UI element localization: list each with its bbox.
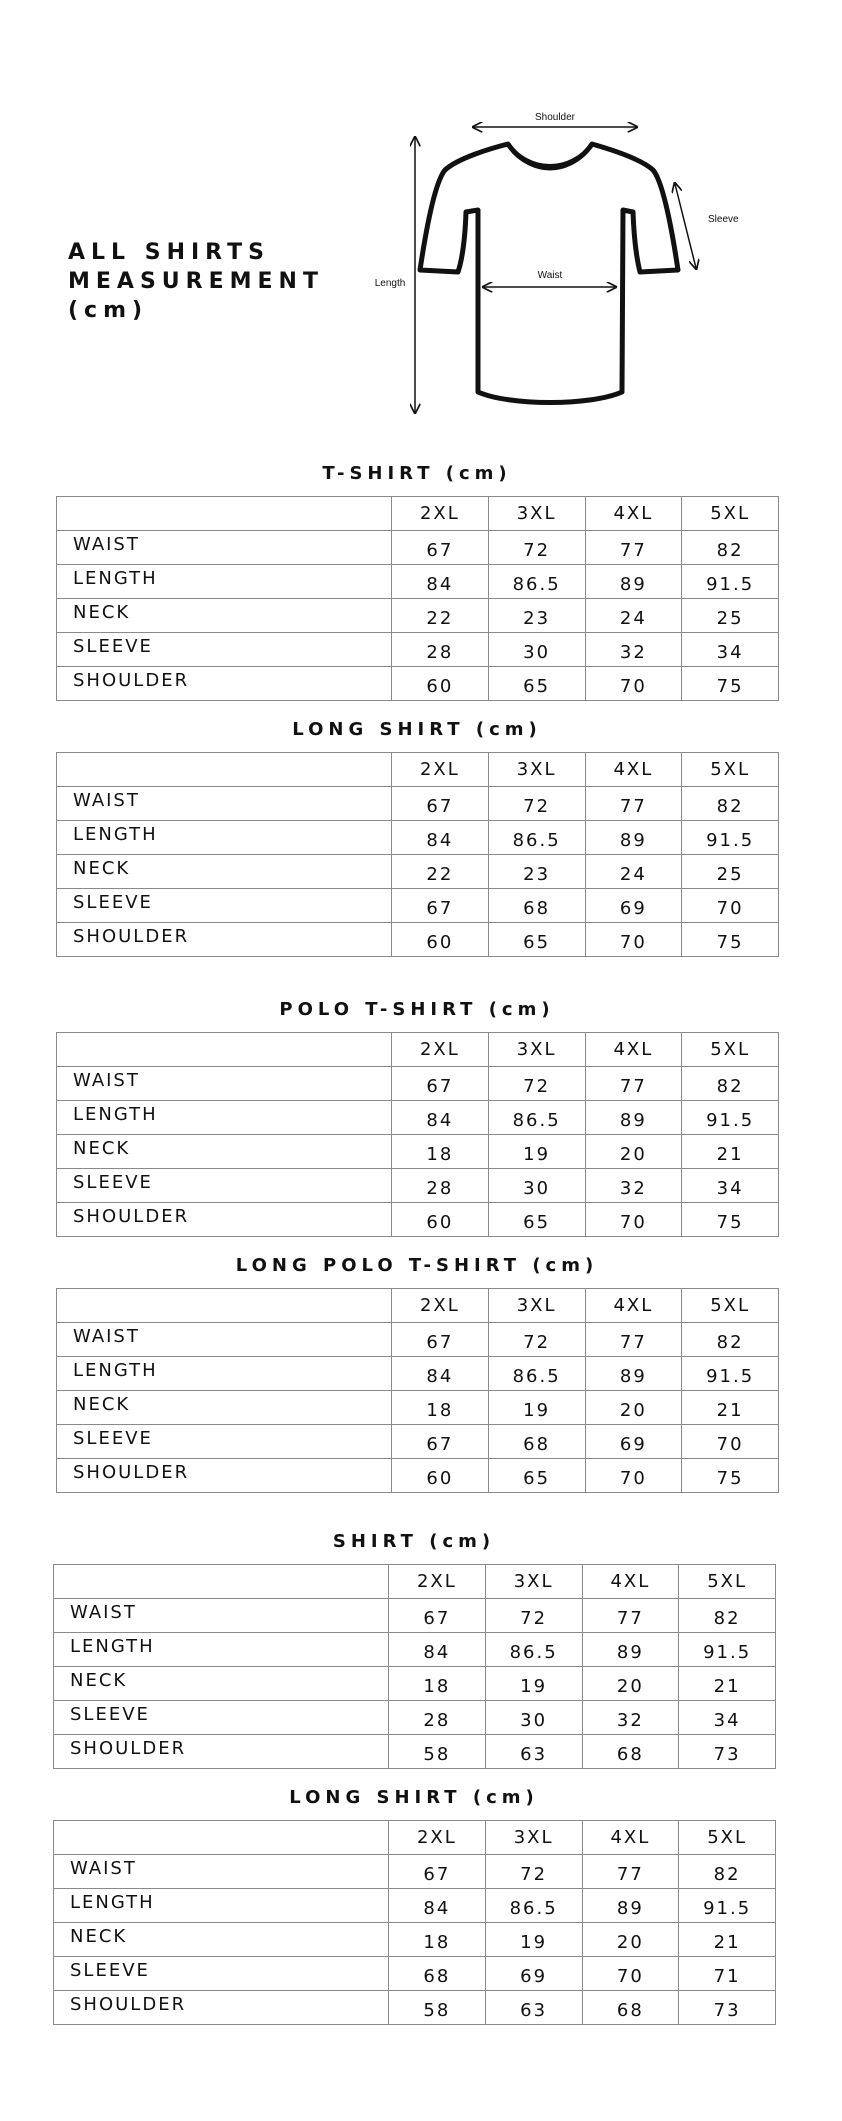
table-row xyxy=(57,1169,779,1203)
value-cell: 72 xyxy=(488,531,585,565)
row-label-cell: SHOULDER xyxy=(57,1203,392,1237)
size-table xyxy=(53,1820,776,2025)
value-cell: 70 xyxy=(682,1425,779,1459)
value-cell: 20 xyxy=(582,1667,679,1701)
header-blank-cell xyxy=(57,753,392,787)
size-table xyxy=(56,752,779,957)
table-header-row xyxy=(54,1821,776,1855)
size-header-cell: 4XL xyxy=(582,1565,679,1599)
value-cell: 89 xyxy=(585,1357,682,1391)
value-cell: 77 xyxy=(582,1599,679,1633)
table-header-row xyxy=(54,1565,776,1599)
value-cell: 70 xyxy=(585,923,682,957)
header-blank-cell xyxy=(54,1565,389,1599)
row-label-cell: NECK xyxy=(57,855,392,889)
value-cell: 67 xyxy=(392,1323,489,1357)
value-cell: 75 xyxy=(682,1459,779,1493)
row-label-cell: WAIST xyxy=(54,1599,389,1633)
row-label-cell: SHOULDER xyxy=(57,667,392,701)
row-label-cell: NECK xyxy=(54,1923,389,1957)
size-header-cell: 4XL xyxy=(585,1289,682,1323)
row-label-cell: NECK xyxy=(57,1391,392,1425)
row-label-cell: SLEEVE xyxy=(57,1425,392,1459)
row-label-cell: SHOULDER xyxy=(54,1991,389,2025)
table-row xyxy=(57,889,779,923)
size-header-cell: 3XL xyxy=(488,1033,585,1067)
page-title-line-3: (cm) xyxy=(68,298,149,323)
value-cell: 20 xyxy=(582,1923,679,1957)
value-cell: 69 xyxy=(485,1957,582,1991)
table-row xyxy=(57,923,779,957)
value-cell: 19 xyxy=(485,1667,582,1701)
row-label-cell: WAIST xyxy=(57,1323,392,1357)
value-cell: 89 xyxy=(582,1889,679,1923)
value-cell: 60 xyxy=(392,667,489,701)
row-label-cell: LENGTH xyxy=(57,821,392,855)
row-label-cell: SLEEVE xyxy=(54,1701,389,1735)
tshirt-section xyxy=(56,462,778,701)
table-header-row xyxy=(57,753,779,787)
value-cell: 65 xyxy=(488,923,585,957)
value-cell: 18 xyxy=(389,1667,486,1701)
table-row xyxy=(54,1991,776,2025)
table-row xyxy=(57,1425,779,1459)
table-row xyxy=(54,1889,776,1923)
size-header-cell: 3XL xyxy=(488,497,585,531)
row-label-cell: WAIST xyxy=(57,787,392,821)
value-cell: 72 xyxy=(485,1599,582,1633)
value-cell: 82 xyxy=(679,1599,776,1633)
value-cell: 19 xyxy=(488,1391,585,1425)
value-cell: 86.5 xyxy=(485,1889,582,1923)
value-cell: 28 xyxy=(392,633,489,667)
size-header-cell: 2XL xyxy=(392,1033,489,1067)
size-table xyxy=(56,1288,779,1493)
value-cell: 58 xyxy=(389,1991,486,2025)
section-title: LONG SHIRT (cm) xyxy=(289,1787,539,1808)
row-label-cell: SHOULDER xyxy=(57,1459,392,1493)
table-header-row xyxy=(57,1289,779,1323)
table-row xyxy=(54,1923,776,1957)
value-cell: 32 xyxy=(582,1701,679,1735)
table-row xyxy=(54,1633,776,1667)
row-label-cell: NECK xyxy=(54,1667,389,1701)
value-cell: 68 xyxy=(389,1957,486,1991)
value-cell: 86.5 xyxy=(488,1101,585,1135)
header-blank-cell xyxy=(57,1289,392,1323)
value-cell: 21 xyxy=(679,1667,776,1701)
table-row xyxy=(57,1101,779,1135)
header-blank-cell xyxy=(54,1821,389,1855)
size-header-cell: 5XL xyxy=(682,497,779,531)
value-cell: 91.5 xyxy=(682,1101,779,1135)
value-cell: 65 xyxy=(488,1459,585,1493)
section-title: SHIRT (cm) xyxy=(332,1531,496,1552)
size-table xyxy=(56,496,779,701)
table-header-row xyxy=(57,497,779,531)
value-cell: 67 xyxy=(392,889,489,923)
value-cell: 84 xyxy=(392,1101,489,1135)
tshirt-measurement-diagram xyxy=(360,100,740,430)
value-cell: 84 xyxy=(389,1889,486,1923)
size-header-cell: 2XL xyxy=(389,1565,486,1599)
value-cell: 30 xyxy=(488,633,585,667)
value-cell: 18 xyxy=(392,1391,489,1425)
value-cell: 30 xyxy=(488,1169,585,1203)
size-header-cell: 3XL xyxy=(488,753,585,787)
value-cell: 69 xyxy=(585,1425,682,1459)
long-polo-tshirt-section xyxy=(56,1254,778,1493)
value-cell: 77 xyxy=(585,787,682,821)
table-row xyxy=(57,787,779,821)
table-row xyxy=(54,1957,776,1991)
value-cell: 75 xyxy=(682,923,779,957)
value-cell: 65 xyxy=(488,1203,585,1237)
header-blank-cell xyxy=(57,1033,392,1067)
page-title xyxy=(68,238,368,325)
value-cell: 30 xyxy=(485,1701,582,1735)
table-row xyxy=(57,1459,779,1493)
table-row xyxy=(57,1135,779,1169)
value-cell: 77 xyxy=(585,1067,682,1101)
row-label-cell: SLEEVE xyxy=(57,633,392,667)
value-cell: 91.5 xyxy=(682,1357,779,1391)
tshirt-diagram-svg xyxy=(360,100,740,430)
value-cell: 32 xyxy=(585,633,682,667)
row-label-cell: SLEEVE xyxy=(54,1957,389,1991)
value-cell: 84 xyxy=(392,821,489,855)
row-label-cell: LENGTH xyxy=(54,1633,389,1667)
value-cell: 28 xyxy=(392,1169,489,1203)
table-row xyxy=(57,1323,779,1357)
value-cell: 63 xyxy=(485,1735,582,1769)
value-cell: 84 xyxy=(392,565,489,599)
value-cell: 77 xyxy=(582,1855,679,1889)
value-cell: 89 xyxy=(585,565,682,599)
value-cell: 18 xyxy=(389,1923,486,1957)
table-row xyxy=(57,1391,779,1425)
value-cell: 82 xyxy=(682,531,779,565)
value-cell: 19 xyxy=(488,1135,585,1169)
value-cell: 86.5 xyxy=(488,565,585,599)
value-cell: 86.5 xyxy=(485,1633,582,1667)
value-cell: 89 xyxy=(585,1101,682,1135)
value-cell: 34 xyxy=(679,1701,776,1735)
size-header-cell: 5XL xyxy=(682,1289,779,1323)
value-cell: 58 xyxy=(389,1735,486,1769)
value-cell: 82 xyxy=(682,1067,779,1101)
long-shirt-section-2 xyxy=(53,1786,775,2025)
sleeve-label: Sleeve xyxy=(708,214,739,225)
value-cell: 34 xyxy=(682,1169,779,1203)
section-title: LONG SHIRT (cm) xyxy=(292,719,542,740)
value-cell: 77 xyxy=(585,531,682,565)
size-header-cell: 4XL xyxy=(585,497,682,531)
value-cell: 67 xyxy=(392,787,489,821)
table-row xyxy=(57,1067,779,1101)
value-cell: 69 xyxy=(585,889,682,923)
value-cell: 25 xyxy=(682,855,779,889)
value-cell: 70 xyxy=(585,1459,682,1493)
value-cell: 21 xyxy=(682,1135,779,1169)
size-header-cell: 5XL xyxy=(679,1565,776,1599)
waist-label: Waist xyxy=(537,270,563,281)
value-cell: 91.5 xyxy=(682,821,779,855)
value-cell: 75 xyxy=(682,1203,779,1237)
row-label-cell: LENGTH xyxy=(57,1101,392,1135)
value-cell: 23 xyxy=(488,599,585,633)
value-cell: 34 xyxy=(682,633,779,667)
value-cell: 75 xyxy=(682,667,779,701)
value-cell: 72 xyxy=(488,1323,585,1357)
row-label-cell: WAIST xyxy=(57,531,392,565)
value-cell: 65 xyxy=(488,667,585,701)
value-cell: 28 xyxy=(389,1701,486,1735)
row-label-cell: WAIST xyxy=(54,1855,389,1889)
value-cell: 63 xyxy=(485,1991,582,2025)
size-header-cell: 5XL xyxy=(682,753,779,787)
page-title-line-1: ALL SHIRTS xyxy=(68,240,270,265)
value-cell: 20 xyxy=(585,1391,682,1425)
section-title: POLO T-SHIRT (cm) xyxy=(279,999,555,1020)
row-label-cell: LENGTH xyxy=(54,1889,389,1923)
value-cell: 68 xyxy=(582,1991,679,2025)
value-cell: 73 xyxy=(679,1735,776,1769)
table-row xyxy=(57,821,779,855)
size-table xyxy=(56,1032,779,1237)
size-header-cell: 4XL xyxy=(582,1821,679,1855)
shirt-section xyxy=(53,1530,775,1769)
table-row xyxy=(57,599,779,633)
table-row xyxy=(57,1357,779,1391)
value-cell: 91.5 xyxy=(682,565,779,599)
size-header-cell: 2XL xyxy=(392,497,489,531)
value-cell: 24 xyxy=(585,855,682,889)
value-cell: 60 xyxy=(392,1459,489,1493)
row-label-cell: SHOULDER xyxy=(54,1735,389,1769)
row-label-cell: WAIST xyxy=(57,1067,392,1101)
size-header-cell: 3XL xyxy=(485,1565,582,1599)
table-row xyxy=(57,1203,779,1237)
value-cell: 21 xyxy=(682,1391,779,1425)
value-cell: 21 xyxy=(679,1923,776,1957)
value-cell: 68 xyxy=(488,889,585,923)
tshirt-collar xyxy=(508,144,592,166)
value-cell: 22 xyxy=(392,855,489,889)
value-cell: 82 xyxy=(679,1855,776,1889)
value-cell: 89 xyxy=(582,1633,679,1667)
size-header-cell: 4XL xyxy=(585,1033,682,1067)
length-label: Length xyxy=(374,278,406,289)
long-shirt-section xyxy=(56,718,778,957)
value-cell: 71 xyxy=(679,1957,776,1991)
header-blank-cell xyxy=(57,497,392,531)
value-cell: 89 xyxy=(585,821,682,855)
size-header-cell: 5XL xyxy=(682,1033,779,1067)
shoulder-label: Shoulder xyxy=(534,112,576,123)
table-row xyxy=(54,1855,776,1889)
page-title-line-2: MEASUREMENT xyxy=(68,269,324,294)
value-cell: 86.5 xyxy=(488,821,585,855)
value-cell: 32 xyxy=(585,1169,682,1203)
value-cell: 67 xyxy=(392,1425,489,1459)
row-label-cell: LENGTH xyxy=(57,565,392,599)
value-cell: 18 xyxy=(392,1135,489,1169)
value-cell: 77 xyxy=(585,1323,682,1357)
table-row xyxy=(54,1667,776,1701)
row-label-cell: SHOULDER xyxy=(57,923,392,957)
size-header-cell: 4XL xyxy=(585,753,682,787)
value-cell: 70 xyxy=(682,889,779,923)
table-row xyxy=(57,565,779,599)
row-label-cell: SLEEVE xyxy=(57,1169,392,1203)
table-row xyxy=(57,667,779,701)
row-label-cell: NECK xyxy=(57,599,392,633)
value-cell: 60 xyxy=(392,923,489,957)
value-cell: 91.5 xyxy=(679,1633,776,1667)
row-label-cell: SLEEVE xyxy=(57,889,392,923)
value-cell: 68 xyxy=(488,1425,585,1459)
value-cell: 23 xyxy=(488,855,585,889)
table-row xyxy=(54,1701,776,1735)
value-cell: 20 xyxy=(585,1135,682,1169)
value-cell: 25 xyxy=(682,599,779,633)
value-cell: 67 xyxy=(389,1855,486,1889)
value-cell: 19 xyxy=(485,1923,582,1957)
value-cell: 82 xyxy=(682,787,779,821)
size-header-cell: 2XL xyxy=(392,753,489,787)
size-header-cell: 5XL xyxy=(679,1821,776,1855)
value-cell: 70 xyxy=(582,1957,679,1991)
size-header-cell: 3XL xyxy=(485,1821,582,1855)
value-cell: 91.5 xyxy=(679,1889,776,1923)
row-label-cell: LENGTH xyxy=(57,1357,392,1391)
value-cell: 70 xyxy=(585,667,682,701)
value-cell: 68 xyxy=(582,1735,679,1769)
table-row xyxy=(54,1735,776,1769)
table-row xyxy=(57,633,779,667)
value-cell: 67 xyxy=(392,1067,489,1101)
polo-tshirt-section xyxy=(56,998,778,1237)
value-cell: 86.5 xyxy=(488,1357,585,1391)
value-cell: 72 xyxy=(488,787,585,821)
table-row xyxy=(54,1599,776,1633)
value-cell: 67 xyxy=(389,1599,486,1633)
size-header-cell: 2XL xyxy=(392,1289,489,1323)
table-header-row xyxy=(57,1033,779,1067)
table-row xyxy=(57,855,779,889)
value-cell: 82 xyxy=(682,1323,779,1357)
value-cell: 22 xyxy=(392,599,489,633)
section-title: T-SHIRT (cm) xyxy=(322,463,512,484)
size-header-cell: 2XL xyxy=(389,1821,486,1855)
value-cell: 60 xyxy=(392,1203,489,1237)
value-cell: 24 xyxy=(585,599,682,633)
table-row xyxy=(57,531,779,565)
value-cell: 72 xyxy=(485,1855,582,1889)
section-title: LONG POLO T-SHIRT (cm) xyxy=(235,1255,599,1276)
value-cell: 72 xyxy=(488,1067,585,1101)
value-cell: 84 xyxy=(392,1357,489,1391)
size-table xyxy=(53,1564,776,1769)
value-cell: 73 xyxy=(679,1991,776,2025)
row-label-cell: NECK xyxy=(57,1135,392,1169)
value-cell: 70 xyxy=(585,1203,682,1237)
size-header-cell: 3XL xyxy=(488,1289,585,1323)
value-cell: 67 xyxy=(392,531,489,565)
value-cell: 84 xyxy=(389,1633,486,1667)
